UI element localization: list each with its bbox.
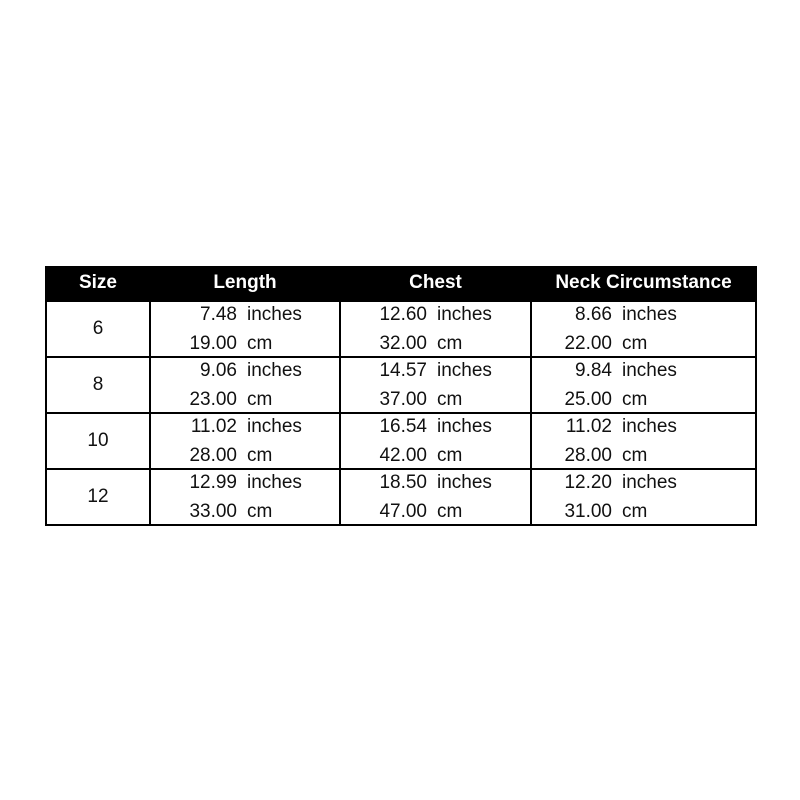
header-chest: Chest (340, 266, 531, 301)
chest-inches-value: 16.54 (379, 416, 427, 437)
neck-inches-value: 8.66 (575, 304, 612, 325)
table-row (46, 469, 756, 525)
cm-unit: cm (437, 501, 463, 522)
inches-unit: inches (247, 416, 302, 437)
chest-cm-value: 47.00 (379, 501, 427, 522)
size-cell: 8 (46, 357, 150, 413)
neck-inches-value: 11.02 (565, 416, 612, 437)
chest-cm-value: 42.00 (379, 445, 427, 466)
size-cell: 6 (46, 301, 150, 357)
table-header (46, 266, 756, 301)
inches-unit: inches (622, 472, 677, 493)
length-cell (150, 357, 340, 413)
cm-unit: cm (622, 501, 648, 522)
inches-unit: inches (437, 472, 492, 493)
chest-cell (340, 357, 531, 413)
inches-unit: inches (247, 360, 302, 381)
neck-inches-value: 9.84 (575, 360, 612, 381)
inches-unit: inches (437, 304, 492, 325)
length-cell (150, 469, 340, 525)
size-cell: 10 (46, 413, 150, 469)
length-cm-value: 28.00 (189, 445, 237, 466)
length-inches-value: 9.06 (200, 360, 237, 381)
chest-cell (340, 301, 531, 357)
cm-unit: cm (437, 389, 463, 410)
inches-unit: inches (247, 472, 302, 493)
neck-cell (531, 357, 756, 413)
length-inches-value: 12.99 (189, 472, 237, 493)
inches-unit: inches (622, 416, 677, 437)
length-cell (150, 301, 340, 357)
chest-cm-value: 37.00 (379, 389, 427, 410)
header-neck-circumstance: Neck Circumstance (531, 266, 756, 301)
header-row (46, 266, 756, 301)
size-chart-table (45, 266, 757, 526)
cm-unit: cm (437, 445, 463, 466)
chest-inches-value: 12.60 (379, 304, 427, 325)
inches-unit: inches (437, 416, 492, 437)
length-inches-value: 11.02 (190, 416, 237, 437)
neck-cell (531, 301, 756, 357)
chest-inches-value: 14.57 (379, 360, 427, 381)
inches-unit: inches (247, 304, 302, 325)
chest-inches-value: 18.50 (379, 472, 427, 493)
neck-cell (531, 413, 756, 469)
length-cm-value: 19.00 (189, 333, 237, 354)
inches-unit: inches (622, 304, 677, 325)
inches-unit: inches (437, 360, 492, 381)
length-cm-value: 23.00 (189, 389, 237, 410)
neck-cm-value: 22.00 (564, 333, 612, 354)
cm-unit: cm (247, 501, 273, 522)
neck-cm-value: 25.00 (564, 389, 612, 410)
neck-cell (531, 469, 756, 525)
cm-unit: cm (622, 333, 648, 354)
neck-inches-value: 12.20 (564, 472, 612, 493)
cm-unit: cm (247, 333, 273, 354)
cm-unit: cm (437, 333, 463, 354)
neck-cm-value: 28.00 (564, 445, 612, 466)
cm-unit: cm (622, 445, 648, 466)
header-size: Size (46, 266, 150, 301)
cm-unit: cm (622, 389, 648, 410)
table-row (46, 413, 756, 469)
neck-cm-value: 31.00 (564, 501, 612, 522)
cm-unit: cm (247, 389, 273, 410)
inches-unit: inches (622, 360, 677, 381)
chest-cell (340, 413, 531, 469)
table-row (46, 301, 756, 357)
length-cm-value: 33.00 (189, 501, 237, 522)
header-length: Length (150, 266, 340, 301)
chest-cell (340, 469, 531, 525)
length-inches-value: 7.48 (200, 304, 237, 325)
table-body (46, 301, 756, 525)
size-cell: 12 (46, 469, 150, 525)
cm-unit: cm (247, 445, 273, 466)
length-cell (150, 413, 340, 469)
chest-cm-value: 32.00 (379, 333, 427, 354)
table-row (46, 357, 756, 413)
